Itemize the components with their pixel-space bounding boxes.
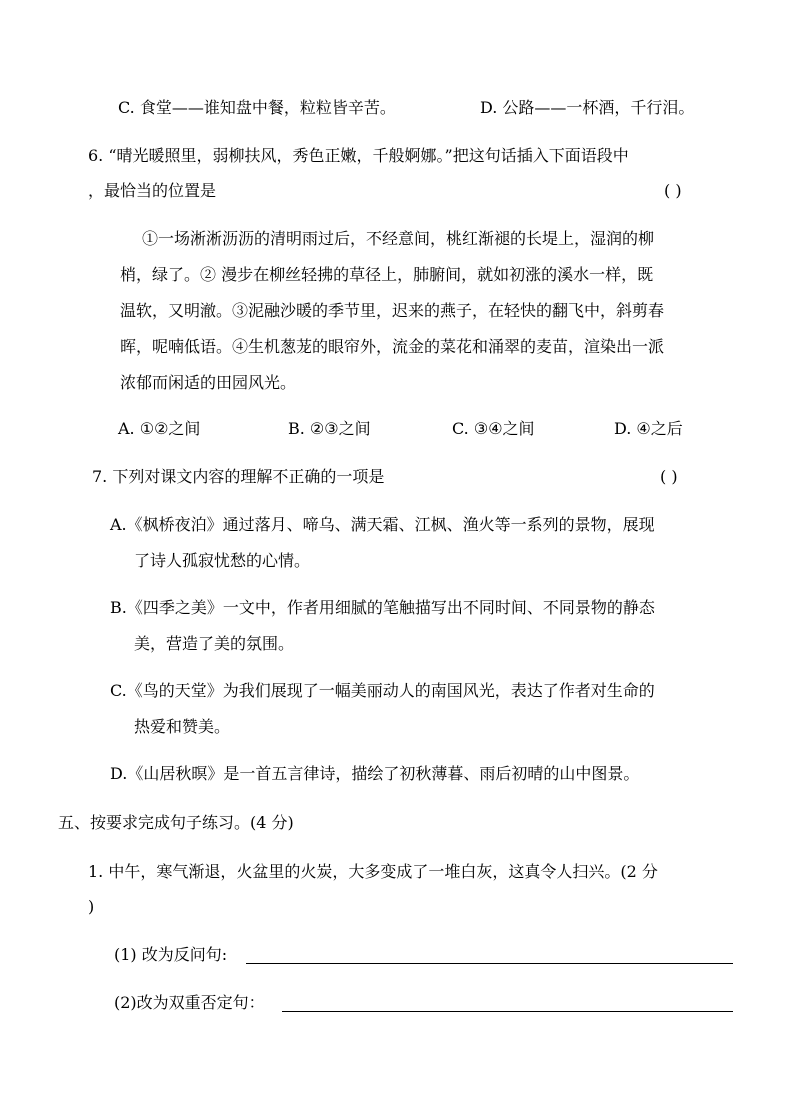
option-b: B.《四季之美》一文中，作者用细腻的笔触描写出不同时间、不同景物的静态 (110, 598, 655, 617)
section-heading: 五、按要求完成句子练习。(4 分) (58, 813, 294, 832)
option-c: C. ③④之间 (452, 419, 535, 438)
option-d: D.《山居秋暝》是一首五言律诗，描绘了初秋薄暮、雨后初晴的山中图景。 (110, 764, 640, 783)
option-a-cont: 了诗人孤寂忧愁的心情。 (134, 551, 311, 570)
passage-line: ①一场淅淅沥沥的清明雨过后，不经意间，桃红渐褪的长堤上，湿润的柳 (142, 229, 655, 248)
question-1-stem: 1. 中午，寒气渐退，火盆里的火炭，大多变成了一堆白灰，这真令人扫兴。(2 分 (88, 862, 658, 881)
option-a: A. ①②之间 (118, 419, 201, 438)
question-7-stem: 7. 下列对课文内容的理解不正确的一项是 (92, 467, 385, 486)
question-1-stem-cont: ) (88, 897, 95, 916)
answer-blank-2[interactable] (282, 1011, 733, 1012)
question-6-stem-cont: ，最恰当的位置是 (88, 181, 217, 200)
option-d: D. ④之后 (614, 419, 683, 438)
option-c: C.《鸟的天堂》为我们展现了一幅美丽动人的南国风光，表达了作者对生命的 (110, 681, 655, 700)
option-c-cont: 热爱和赞美。 (134, 717, 231, 736)
answer-blank-1[interactable] (246, 963, 733, 964)
option-c: C. 食堂——谁知盘中餐，粒粒皆辛苦。 (118, 98, 396, 117)
option-d: D. 公路——一杯酒，千行泪。 (480, 98, 695, 117)
option-b: B. ②③之间 (288, 419, 371, 438)
answer-paren: ( ) (660, 467, 678, 486)
passage-line: 梢，绿了。② 漫步在柳丝轻拂的草径上，肺腑间，就如初涨的溪水一样，既 (120, 265, 654, 284)
answer-paren: ( ) (664, 181, 682, 200)
passage-line: 浓郁而闲适的田园风光。 (120, 373, 297, 392)
passage-line: 温软，又明澈。③泥融沙暖的季节里，迟来的燕子，在轻快的翻飞中，斜剪春 (120, 301, 665, 320)
option-b-cont: 美，营造了美的氛围。 (134, 634, 295, 653)
option-a: A.《枫桥夜泊》通过落月、啼乌、满天霜、江枫、渔火等一系列的景物，展现 (110, 515, 655, 534)
question-6-stem: 6. “晴光暖照里，弱柳扶风，秀色正嫩，千般婀娜。”把这句话插入下面语段中 (88, 146, 629, 165)
sub-question-2-label: (2)改为双重否定句： (114, 993, 265, 1012)
passage-line: 晖，呢喃低语。④生机葱茏的眼帘外，流金的菜花和涌翠的麦苗，渲染出一派 (120, 337, 665, 356)
sub-question-1-label: (1) 改为反问句: (114, 945, 228, 964)
